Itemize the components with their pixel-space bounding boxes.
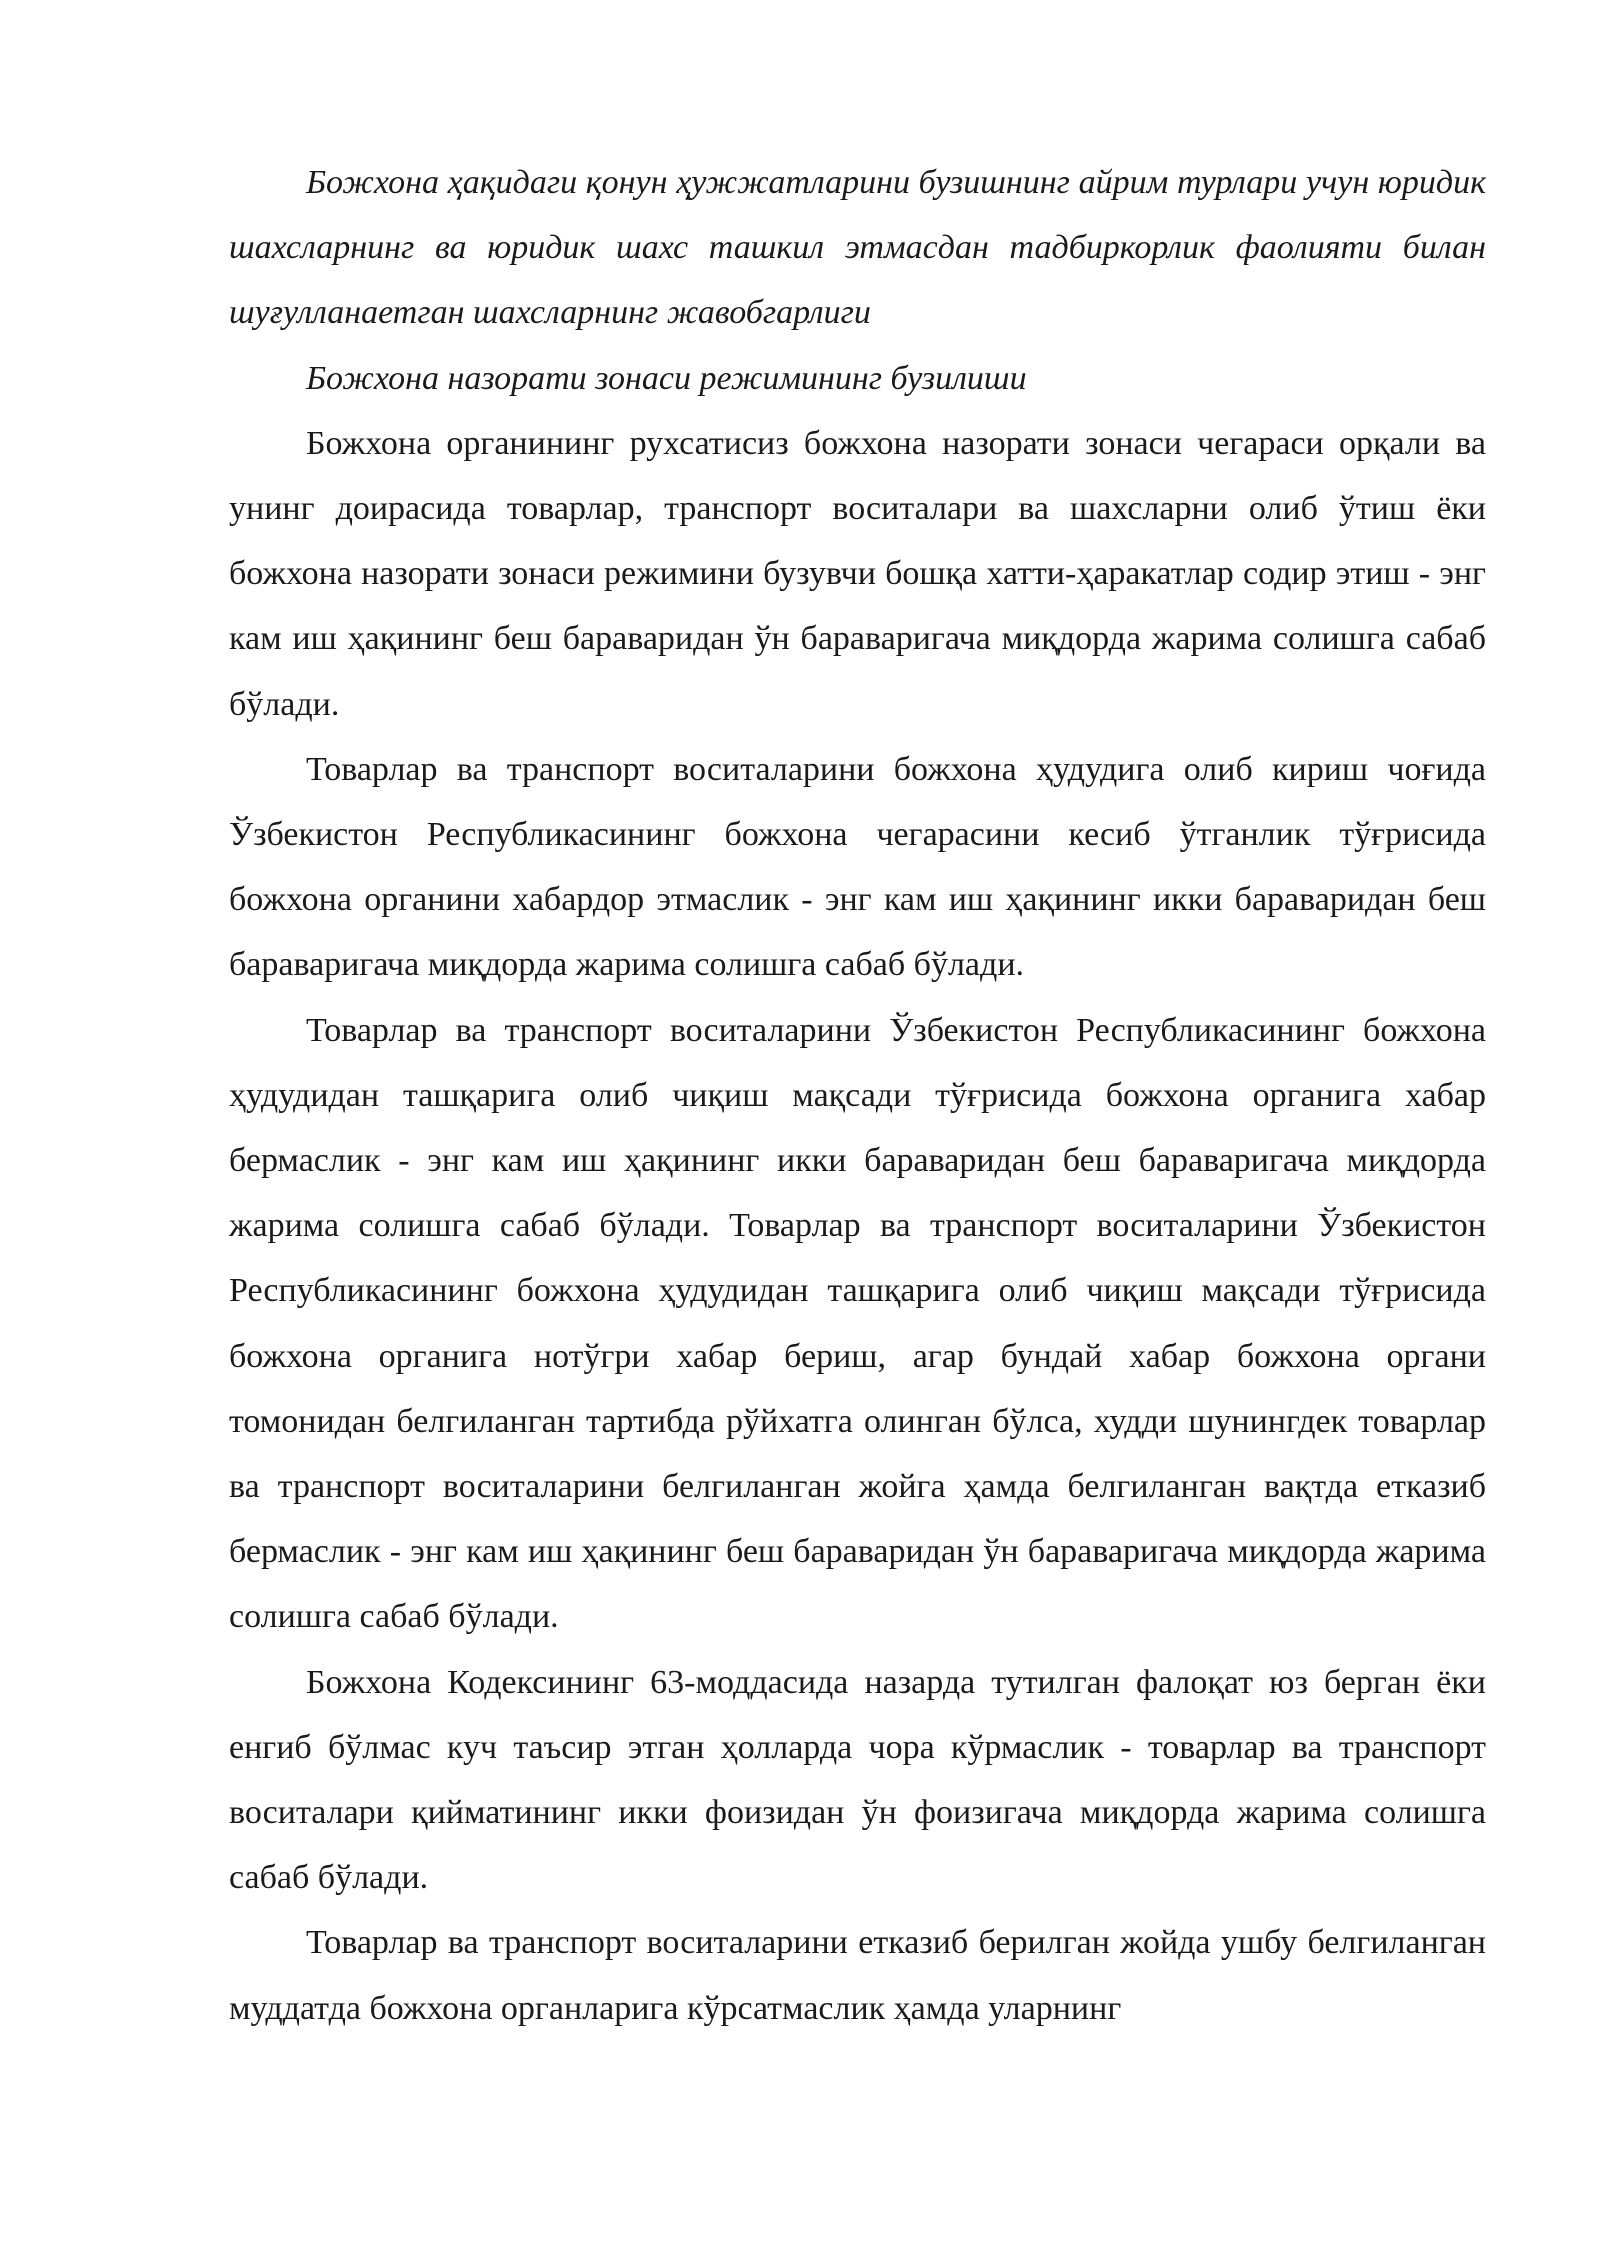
subsection-heading: Божхона назорати зонаси режимининг бузилиши [306, 359, 1027, 397]
paragraph: Божхона Кодексининг 63-моддасида назарда тутилган фалоқат юз берган ёки енгиб бўлмас куч таъсир этган ҳолларда чора кўрмаслик - товарлар ва транспорт воситалари қийматининг икки фоизидан ўн фоизигача миқдорда жарима солишга сабаб бўлади. [229, 1663, 1486, 1897]
paragraph: Божхона органининг рухсатисиз божхона назорати зонаси чегараси орқали ва унинг доирасида товарлар, транспорт воситалари ва шахсларни олиб ўтиш ёки божхона назорати зонаси режимини бузувчи бошқа хатти-ҳаракатлар содир этиш - энг кам иш ҳақининг беш бараваридан ўн бараваригача миқдорда жарима солишга сабаб бўлади. [229, 424, 1486, 723]
section-heading: Божхона ҳақидаги қонун ҳужжатларини бузишнинг айрим турлари учун юридик шахсларнинг ва юридик шахс ташкил этмасдан тадбиркорлик фаолияти билан шуғулланаетган шахсларнинг жавобгарлиги [229, 164, 1486, 332]
paragraph: Товарлар ва транспорт воситаларини божхона ҳудудига олиб кириш чоғида Ўзбекистон Республикасининг божхона чегарасини кесиб ўтганлик тўғрисида божхона органини хабардор этмаслик - энг кам иш ҳақининг икки бараваридан беш бараваригача миқдорда жарима солишга сабаб бўлади. [229, 750, 1486, 984]
document-body [229, 150, 1486, 2041]
paragraph: Товарлар ва транспорт воситаларини Ўзбекистон Республикасининг божхона ҳудудидан ташқарига олиб чиқиш мақсади тўғрисида божхона органига хабар бермаслик - энг кам иш ҳақининг икки бараваридан беш бараваригача миқдорда жарима солишга сабаб бўлади. Товарлар ва транспорт воситаларини Ўзбекистон Республикасининг божхона ҳудудидан ташқарига олиб чиқиш мақсади тўғрисида божхона органига нотўгри хабар бериш, агар бундай хабар божхона органи томонидан белгиланган тартибда рўйхатга олинган бўлса, худди шунингдек товарлар ва транспорт воситаларини белгиланган жойга ҳамда белгиланган вақтда етказиб бермаслик - энг кам иш ҳақининг беш бараваридан ўн бараваригача миқдорда жарима солишга сабаб бўлади. [229, 1011, 1486, 1636]
paragraph: Товарлар ва транспорт воситаларини етказиб берилган жойда ушбу белгиланган муддатда божхона органларига кўрсатмаслик ҳамда уларнинг [229, 1924, 1486, 2027]
